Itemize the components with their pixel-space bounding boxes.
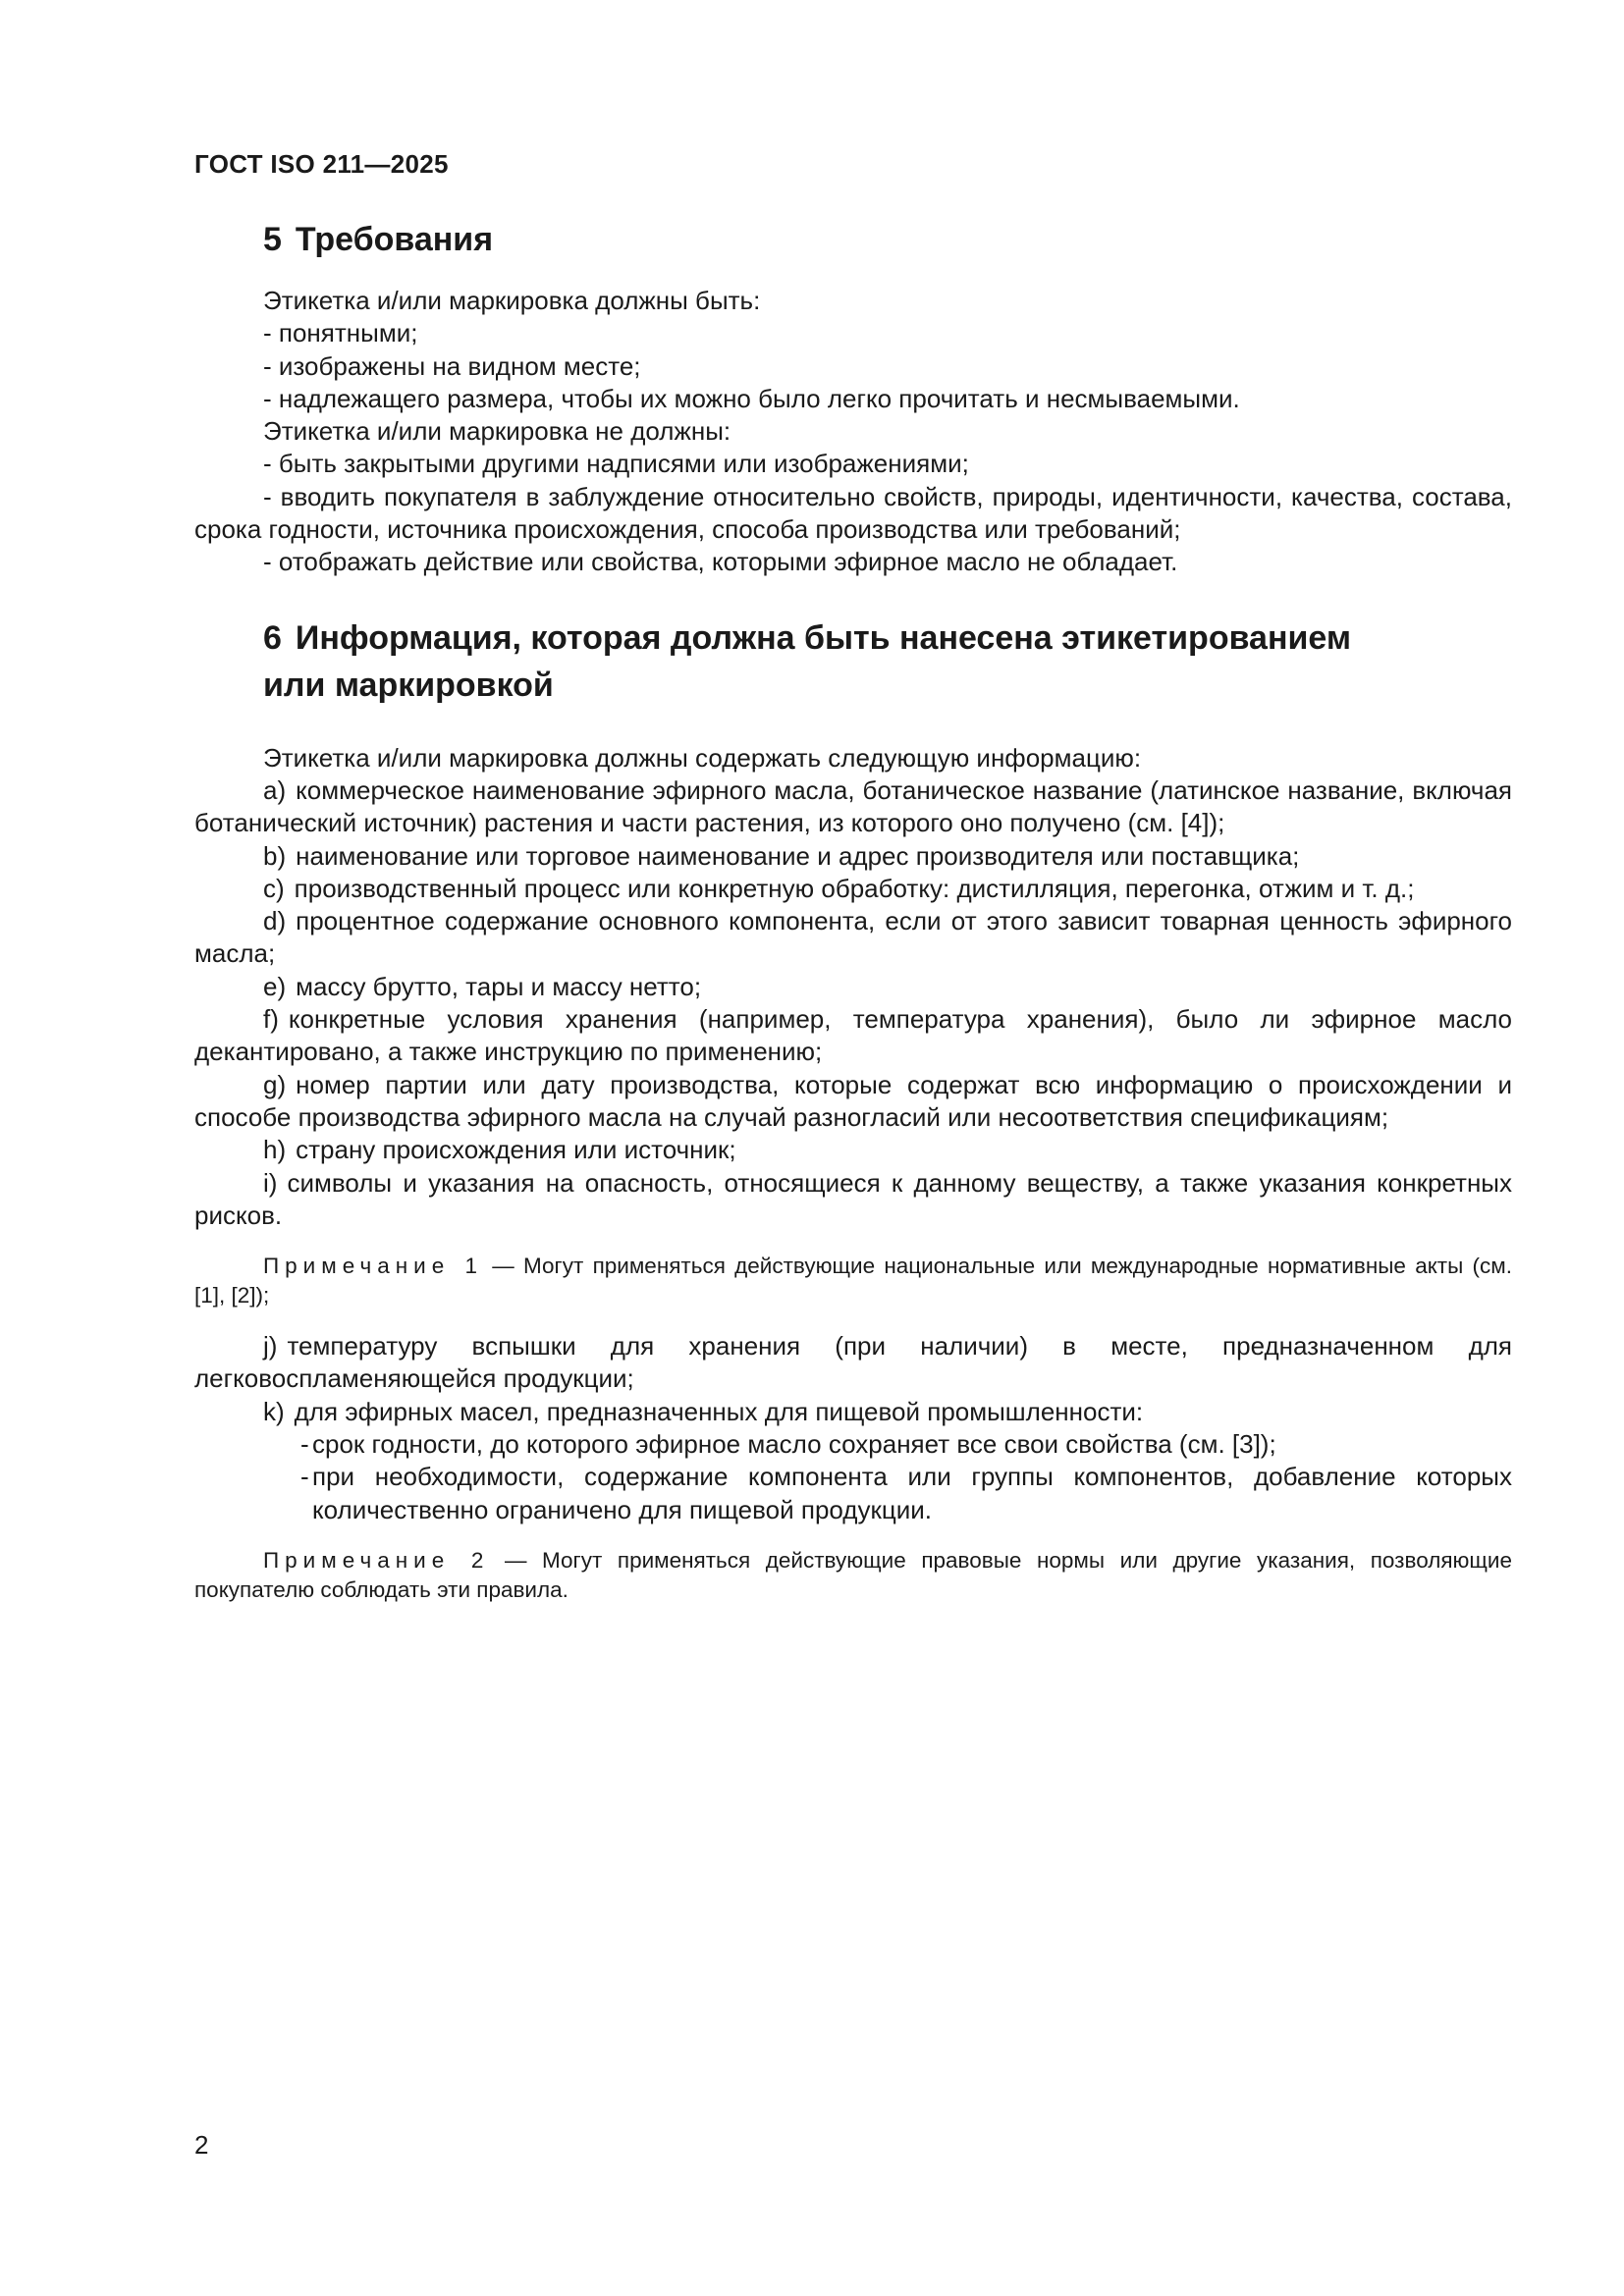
sub-list-item: - при необходимости, содержание компонента или группы компонентов, добавление которых количественно ограничено для пищевой продукции. xyxy=(194,1461,1512,1526)
paragraph: Этикетка и/или маркировка должны содержать следующую информацию: xyxy=(263,742,1142,773)
list-item: - надлежащего размера, чтобы их можно было легко прочитать и несмываемыми. xyxy=(263,383,1240,413)
section-6-title-line2: или маркировкой xyxy=(263,666,554,704)
section-6-body xyxy=(194,742,1512,1605)
list-item: - изображены на видном месте; xyxy=(263,350,641,381)
list-item: f) конкретные условия хранения (например, температура хранения), было ли эфирное масло декантировано, а также инструкцию по применению; xyxy=(194,1004,1512,1067)
list-item: c) производственный процесс или конкретную обработку: дистилляция, перегонка, отжим и т. д.; xyxy=(263,873,1415,903)
section-6-heading xyxy=(194,614,1512,709)
note-label: Примечание 1 xyxy=(263,1254,484,1279)
note-2: Примечание 2 — Могут применяться действующие правовые нормы или другие указания, позволяющие покупателю соблюдать эти правила. xyxy=(194,1547,1512,1602)
list-item: - вводить покупателя в заблуждение относительно свойств, природы, идентичности, качества, состава, срока годности, источника происхождения, способа производства или требований; xyxy=(194,481,1512,545)
list-item: j) температуру вспышки для хранения (при наличии) в месте, предназначенном для легковоспламеняющейся продукции; xyxy=(194,1331,1512,1394)
list-item: - быть закрытыми другими надписями или изображениями; xyxy=(263,449,969,479)
note-1: Примечание 1 — Могут применяться действующие национальные или международные нормативные акты (см. [1], [2]); xyxy=(194,1254,1512,1308)
section-5-number: 5 xyxy=(263,221,282,258)
list-item: a) коммерческое наименование эфирного масла, ботаническое название (латинское название, включая ботанический источник) растения и части растения, из которого оно получено (см. [4]); xyxy=(194,774,1512,838)
page-number: 2 xyxy=(194,2130,209,2160)
list-item: d) процентное содержание основного компонента, если от этого зависит товарная ценность эфирного масла; xyxy=(194,906,1512,969)
paragraph: Этикетка и/или маркировка должны быть: xyxy=(263,286,761,315)
list-item: i) символы и указания на опасность, относящиеся к данному веществу, а также указания конкретных рисков. xyxy=(194,1167,1512,1230)
list-item: e) массу брутто, тары и массу нетто; xyxy=(263,971,702,1001)
list-item: k) для эфирных масел, предназначенных для пищевой промышленности: xyxy=(263,1396,1144,1426)
list-item: - понятными; xyxy=(263,318,418,348)
section-5-title: Требования xyxy=(295,221,494,258)
section-6-title-line1: Информация, которая должна быть нанесена этикетированием xyxy=(295,618,1352,657)
sub-list-item: - срок годности, до которого эфирное масло сохраняет все свои свойства (см. [3]); xyxy=(194,1428,1512,1461)
list-item: g) номер партии или дату производства, которые содержат всю информацию о происхождении и способе производства эфирного масла на случай разногласий или несоответствия спецификациям; xyxy=(194,1069,1512,1132)
section-5-body xyxy=(194,285,1512,579)
list-item: b) наименование или торговое наименование и адрес производителя или поставщика; xyxy=(263,840,1300,871)
section-6-number: 6 xyxy=(263,618,282,657)
section-5-heading xyxy=(194,216,1512,263)
note-label: Примечание 2 xyxy=(263,1547,490,1573)
document-header: ГОСТ ISO 211—2025 xyxy=(194,149,449,179)
document-body xyxy=(194,216,1512,1625)
list-item: h) страну происхождения или источник; xyxy=(263,1135,736,1165)
list-item: - отображать действие или свойства, которыми эфирное масло не обладает. xyxy=(263,547,1178,577)
paragraph: Этикетка и/или маркировка не должны: xyxy=(263,416,731,447)
